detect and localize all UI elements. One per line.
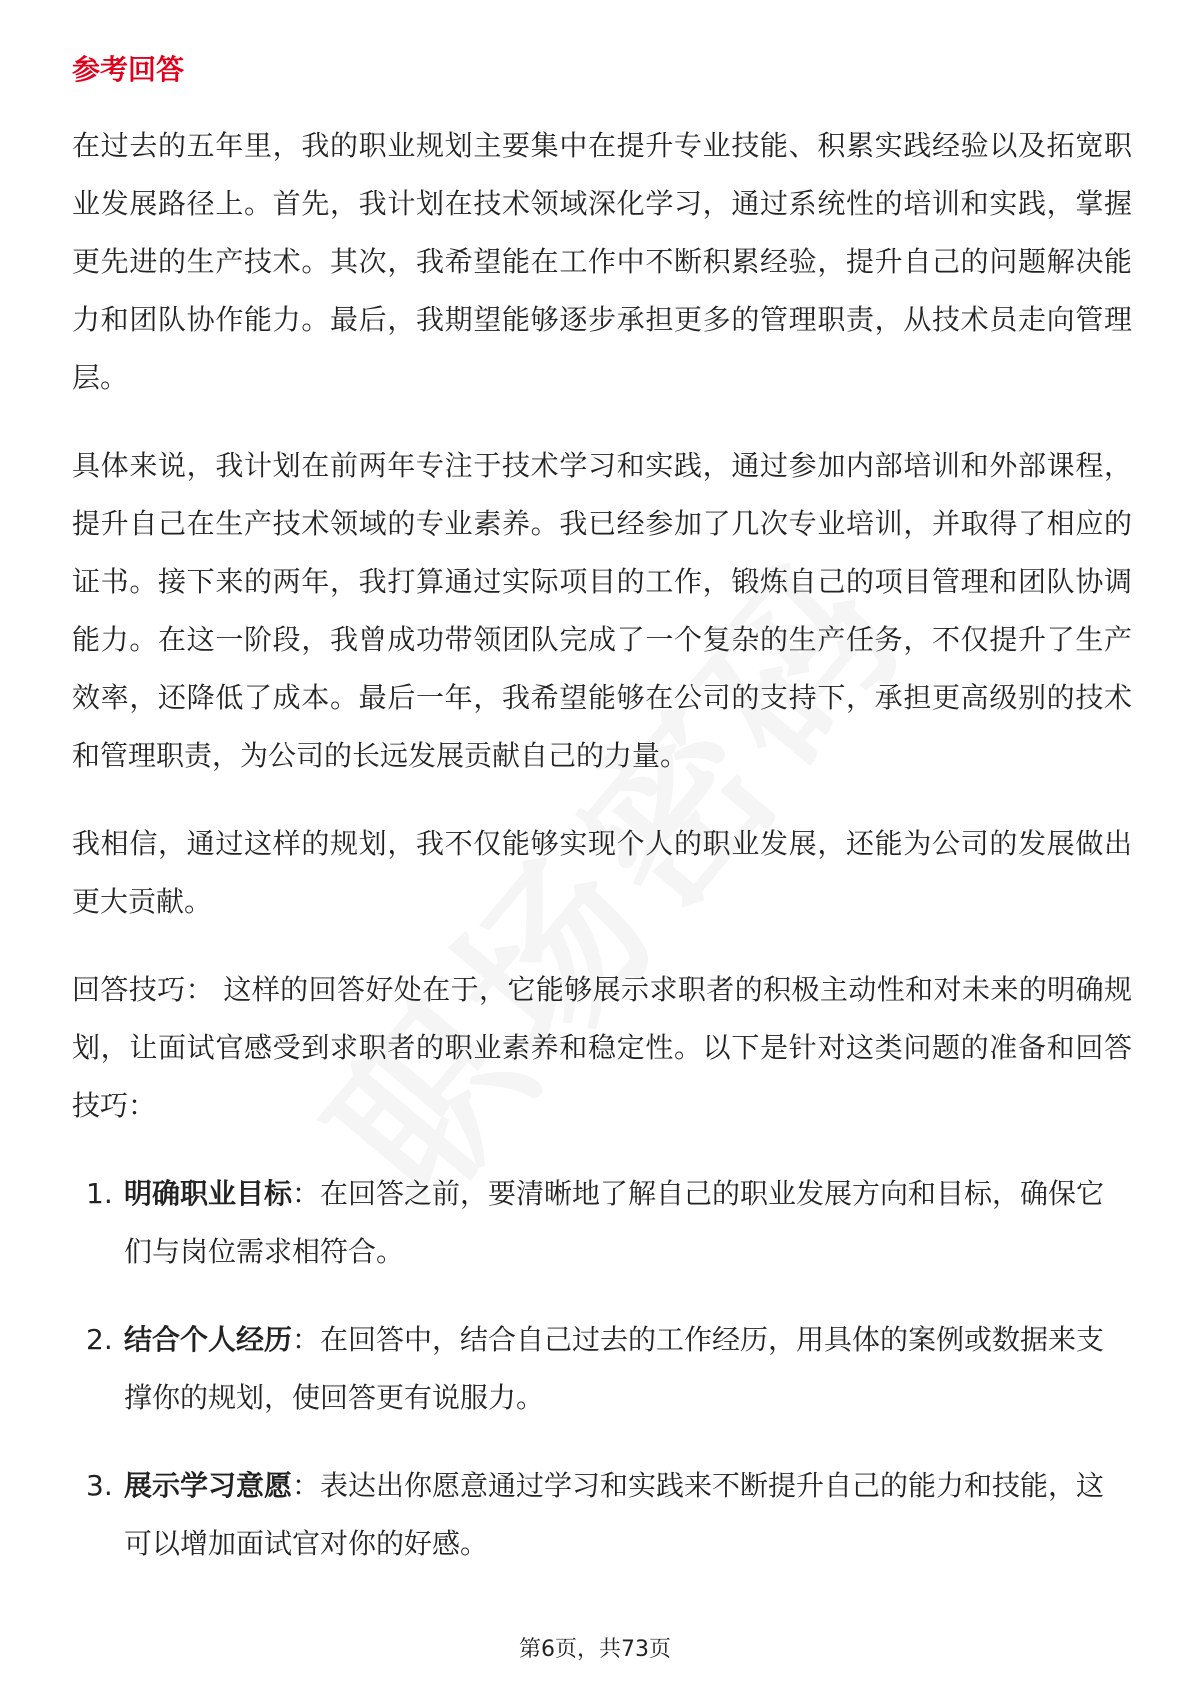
list-text: ：表达出你愿意通过学习和实践来不断提升自己的能力和技能，这可以增加面试官对你的好感。 — [124, 1469, 1105, 1560]
list-text: ：在回答中，结合自己过去的工作经历，用具体的案例或数据来支撑你的规划，使回答更有说服力。 — [124, 1323, 1105, 1414]
list-item — [72, 1165, 1132, 1281]
page-number: 第6页，共73页 — [519, 1637, 671, 1662]
list-item — [72, 1457, 1132, 1573]
section-heading: 参考回答 — [72, 53, 185, 86]
paragraph-details: 具体来说，我计划在前两年专注于技术学习和实践，通过参加内部培训和外部课程，提升自己在生产技术领域的专业素养。我已经参加了几次专业培训，并取得了相应的证书。接下来的两年，我打算通过实际项目的工作，锻炼自己的项目管理和团队协调能力。在这一阶段，我曾成功带领团队完成了一个复杂的生产任务，不仅提升了生产效率，还降低了成本。最后一年，我希望能够在公司的支持下，承担更高级别的技术和管理职责，为公司的长远发展贡献自己的力量。 — [72, 449, 1132, 772]
list-number: 3. — [86, 1469, 113, 1502]
tips-list — [72, 1165, 1132, 1573]
paragraph-career-plan: 在过去的五年里，我的职业规划主要集中在提升专业技能、积累实践经验以及拓宽职业发展路径上。首先，我计划在技术领域深化学习，通过系统性的培训和实践，掌握更先进的生产技术。其次，我希望能在工作中不断积累经验，提升自己的问题解决能力和团队协作能力。最后，我期望能够逐步承担更多的管理职责，从技术员走向管理层。 — [72, 129, 1132, 394]
list-item — [72, 1311, 1132, 1427]
paragraph-tips-intro: 回答技巧： 这样的回答好处在于，它能够展示求职者的积极主动性和对未来的明确规划，让面试官感受到求职者的职业素养和稳定性。以下是针对这类问题的准备和回答技巧： — [72, 973, 1132, 1122]
list-text: ：在回答之前，要清晰地了解自己的职业发展方向和目标，确保它们与岗位需求相符合。 — [124, 1177, 1105, 1268]
list-term: 结合个人经历 — [124, 1323, 293, 1356]
list-number: 2. — [86, 1323, 113, 1356]
list-number: 1. — [86, 1177, 113, 1210]
paragraph-conclusion: 我相信，通过这样的规划，我不仅能够实现个人的职业发展，还能为公司的发展做出更大贡献。 — [72, 827, 1132, 918]
list-term: 展示学习意愿 — [124, 1469, 293, 1502]
list-term: 明确职业目标 — [124, 1177, 293, 1210]
answer-content — [72, 117, 1132, 1603]
